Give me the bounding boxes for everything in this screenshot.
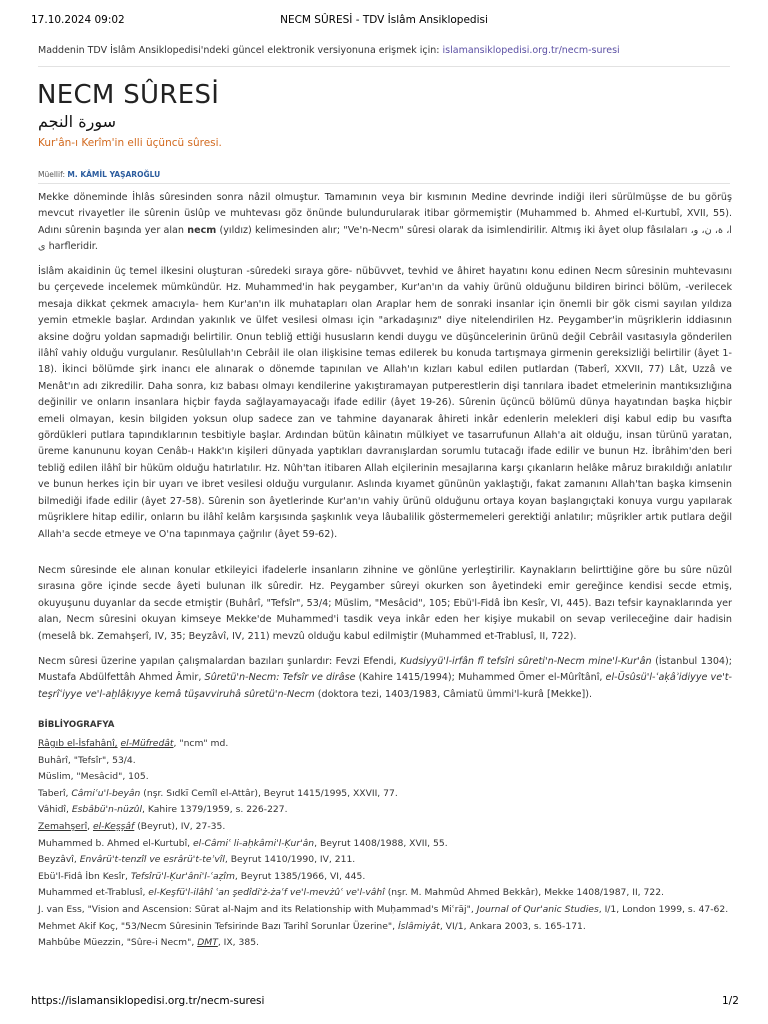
bib-entry: Beyzâvî, Envârü't-tenzîl ve esrârü't-teʾvîl, Beyrut 1410/1990, IV, 211. bbox=[38, 854, 356, 866]
bibliography-heading: BİBLİYOGRAFYA bbox=[38, 720, 115, 730]
divider bbox=[38, 183, 730, 184]
bib-entry: Müslim, "Mesâcid", 105. bbox=[38, 771, 149, 783]
bib-entry: Buhârî, "Tefsîr", 53/4. bbox=[38, 754, 136, 766]
bib-entry: Vâhidî, Esbâbü'n-nüzûl, Kahire 1379/1959, s. 226-227. bbox=[38, 804, 288, 816]
notice-link[interactable]: islamansiklopedisi.org.tr/necm-suresi bbox=[442, 45, 620, 56]
bib-entry: Ebü'l-Fidâ İbn Kesîr, Tefsîrü'l-Ḳur'âni'l-ʿaẓîm, Beyrut 1385/1966, VI, 445. bbox=[38, 870, 366, 882]
author-label: Müellif: bbox=[38, 170, 65, 179]
author-name[interactable]: M. KÂMİL YAŞAROĞLU bbox=[67, 170, 161, 179]
print-url: https://islamansiklopedisi.org.tr/necm-suresi bbox=[31, 995, 265, 1007]
notice-text: Maddenin TDV İslâm Ansiklopedisi'ndeki güncel elektronik versiyonuna erişmek için: bbox=[38, 45, 440, 56]
paragraph-4: Necm sûresi üzerine yapılan çalışmalardan bazıları şunlardır: Fevzi Efendi, Kudsiyyü'l-irfân fî tefsîri sûreti'n-Necm mine'l-Kur'ân (İstanbul 1304); Mustafa Abdülfettâh Ahmed Âmir, Sûretü'n-Necm: Tefsîr ve dirâse (Kahire 1415/1994); Muhammed Ömer el-Mûrîtânî, el-Üsûsü'l-ʿaḳâʾidiyye ve't-teşrîʿiyye ve'l-aḫlâḳıyye kemâ tüşavviruhâ sûretü'n-Necm (doktora tezi, 1403/1983, Câmiatü ümmi'l-kurâ [Mekke]). bbox=[38, 656, 733, 700]
divider bbox=[38, 66, 730, 67]
bib-entry: J. van Ess, "Vision and Ascension: Sūrat al-Najm and its Relationship with Muḥammad's Miʿrāj", Journal of Qur'anic Studies, I/1, London 1999, s. 47-62. bbox=[38, 903, 729, 915]
arabic-title: سورة النجم bbox=[38, 112, 116, 131]
bib-entry: Taberî, Câmiʿu'l-beyân (nşr. Sıdkī Cemîl el-Attâr), Beyrut 1415/1995, XXVII, 77. bbox=[38, 787, 398, 799]
page-number: 1/2 bbox=[722, 995, 739, 1007]
subtitle: Kur'ân-ı Kerîm'in elli üçüncü sûresi. bbox=[38, 137, 222, 149]
bib-entry: Muhammed b. Ahmed el-Kurtubî, el-Câmiʿ li-aḥkâmi'l-Ḳur'ân, Beyrut 1408/1988, XVII, 55. bbox=[38, 837, 448, 849]
bib-entry: Râgıb el-İsfahânî, el-Müfredât, "ncm" md. bbox=[38, 738, 229, 749]
electronic-version-notice bbox=[38, 45, 620, 56]
print-datetime: 17.10.2024 09:02 bbox=[31, 14, 125, 26]
bib-entry: Mehmet Akif Koç, "53/Necm Sûresinin Tefsirinde Bazı Tarihî Sorunlar Üzerine", İslâmiyât, VI/1, Ankara 2003, s. 165-171. bbox=[38, 920, 586, 932]
print-title: NECM SÛRESİ - TDV İslâm Ansiklopedisi bbox=[280, 14, 488, 26]
paragraph-2: İslâm akaidinin üç temel ilkesini oluşturan -sûredeki sıraya göre- nübüvvet, tevhid ve âhiret hayatını konu edinen Necm sûresinin muhtevasını bu çerçevede incelemek mümkündür. Hz. Muhammed'in hak peygamber, Kur'an'ın da vahiy ürünü olduğunu bildiren birinci bölüm, -verilecek mesaja dikkat çekmek amacıyla- hem Kur'an'ın ilk muhatapları olan Araplar hem de sonraki insanlar için önemli bir gök cismi sayılan yıldıza yemin etmekle başlar. Ardından yakınlık ve ülfet vesilesi olması için "arkadaşınız" diye nitelendirilen Hz. Peygamber'in müşriklerin iddiasının aksine doğru yoldan sapmadığı belirtilir. Onun tebliğ ettiği hususların kendi duygu ve düşüncelerinin ürünü değil Cebrâil vasıtasıyla gönderilen ilâhî vahiy olduğu vurgulanır. Resûlullah'ın Cebrâil ile olan ilişkisine temas edilerek bu konuda tartışmaya girmenin gereksizliği belirtilir (âyet 1-18). İkinci bölümde şirk inancı ele alınarak o dönemde tapınılan ve Allah'ın kızları kabul edilen putlardan (Taberî, XXVII, 77) Lât, Uzzâ ve Menât'ın adı zikredilir. Daha sonra, kız babası olmayı kendilerine yakıştıramayan putperestlerin dişi tanrılara ibadet etmelerinin mantıksızlığına değinilir ve onların insanlara hiçbir fayda sağlayamayacağı ifade edilir (âyet 19-26). Sûrenin üçüncü bölümü dünya hayatından başka hiçbir emeli olmayan, kesin bilgiden yoksun olup sadece zan ve tahmine dayanarak âhireti inkâr edenlerin melekleri dişi kabul edip bu vasıfta gördükleri putlara tapındıklarının tesbitiyle başlar. Ardından bütün kâinatın mülkiyet ve tasarrufunun Allah'a ait olduğu, insan türünü yaratan, üreme kanununu koyan Cenâb-ı Hakk'ın kişileri dünyada yaptıkları davranışlardan sorumlu tutacağı ifade edilir ve bunun Hz. İbrâhim'den beri tebliğ edilen ilâhî bir hüküm olduğu hatırlatılır. Hz. Nûh'tan itibaren Allah elçilerinin mesajlarına karşı çıkanların helâke mâruz bırakıldığı anlatılır ve bunun herkes için bir uyarı ve ibret vesilesi olduğu vurgulanır. Aslında kıyamet gününün yaklaştığı, fakat zamanını Allah'tan başka kimsenin bilmediği ifade edilir (âyet 27-58). Sûrenin son âyetlerinde Kur'an'ın vahiy ürünü olduğunu ortaya koyan başlangıçtaki konuya vurgu yapılarak müşriklere hitap edilir, onların bu ilâhî kelâm karşısında şaşkınlık veya lâubalilik göstermemeleri gerektiği anlatılır; müşrikler artık putlara değil Allah'a secde etmeye ve O'na tapınmaya çağrılır (âyet 59-62). bbox=[38, 266, 732, 540]
paragraph-3: Necm sûresinde ele alınan konular etkileyici ifadelerle insanların zihnine ve gönlüne yerleştirilir. Kaynakların belirttiğine göre bu sûre nüzûl sırasına göre içinde secde âyeti bulunan ilk sûredir. Hz. Peygamber sûreyi okurken son âyetindeki emir gereğince kendisi secde etmiş, okuyuşunu duyanlar da secde etmiştir (Buhârî, "Tefsîr", 53/4; Müslim, "Mesâcid", 105; Ebü'l-Fidâ İbn Kesîr, VI, 445). Bazı tefsir kaynaklarında yer alan, Necm sûresini okuyan kimseye Mekke'de Muhammed'i tasdik veya inkâr eden her kişiye mukabil on sevap verileceğine dair hadisin (meselâ bk. Zemahşerî, IV, 35; Beyzâvî, IV, 211) mevzû olduğu kabul edilmiştir (Muhammed et-Trablusî, II, 722). bbox=[38, 565, 732, 642]
author-line bbox=[38, 170, 160, 179]
paragraph-1: Mekke döneminde İhlâs sûresinden sonra nâzil olmuştur. Tamamının veya bir kısmının Medine devrinde indiği ileri sürülmüşse de bu görüş mevcut rivayetler ile sûrenin üslûp ve muhtevası göz önünde bulundurularak itibar görmemiştir (Muhammed b. Ahmed el-Kurtubî, XVII, 55). Adını sûrenin başında yer alan necm (yıldız) kelimesinden alır; "Ve'n-Necm" sûresi olarak da isimlendirilir. Altmış iki âyet olup fâsılaları ا، ة، ن، و، ى harfleridir. bbox=[38, 192, 732, 253]
bib-entry: Zemahşerî, el-Keşşâf (Beyrut), IV, 27-35. bbox=[38, 820, 226, 832]
page-title: NECM SÛRESİ bbox=[37, 80, 220, 110]
bib-entry: Mahbûbe Müezzin, "Sûre-i Necm", DMT, IX, 385. bbox=[38, 937, 259, 949]
bibliography-list bbox=[38, 736, 738, 952]
bib-entry: Muhammed et-Trablusî, el-Keşfü'l-ilâhî ʿan şedîdi'ż-żaʿf ve'l-mevżûʿ ve'l-vâhî (nşr. M. Mahmûd Ahmed Bekkâr), Mekke 1408/1987, II, 722. bbox=[38, 887, 664, 899]
